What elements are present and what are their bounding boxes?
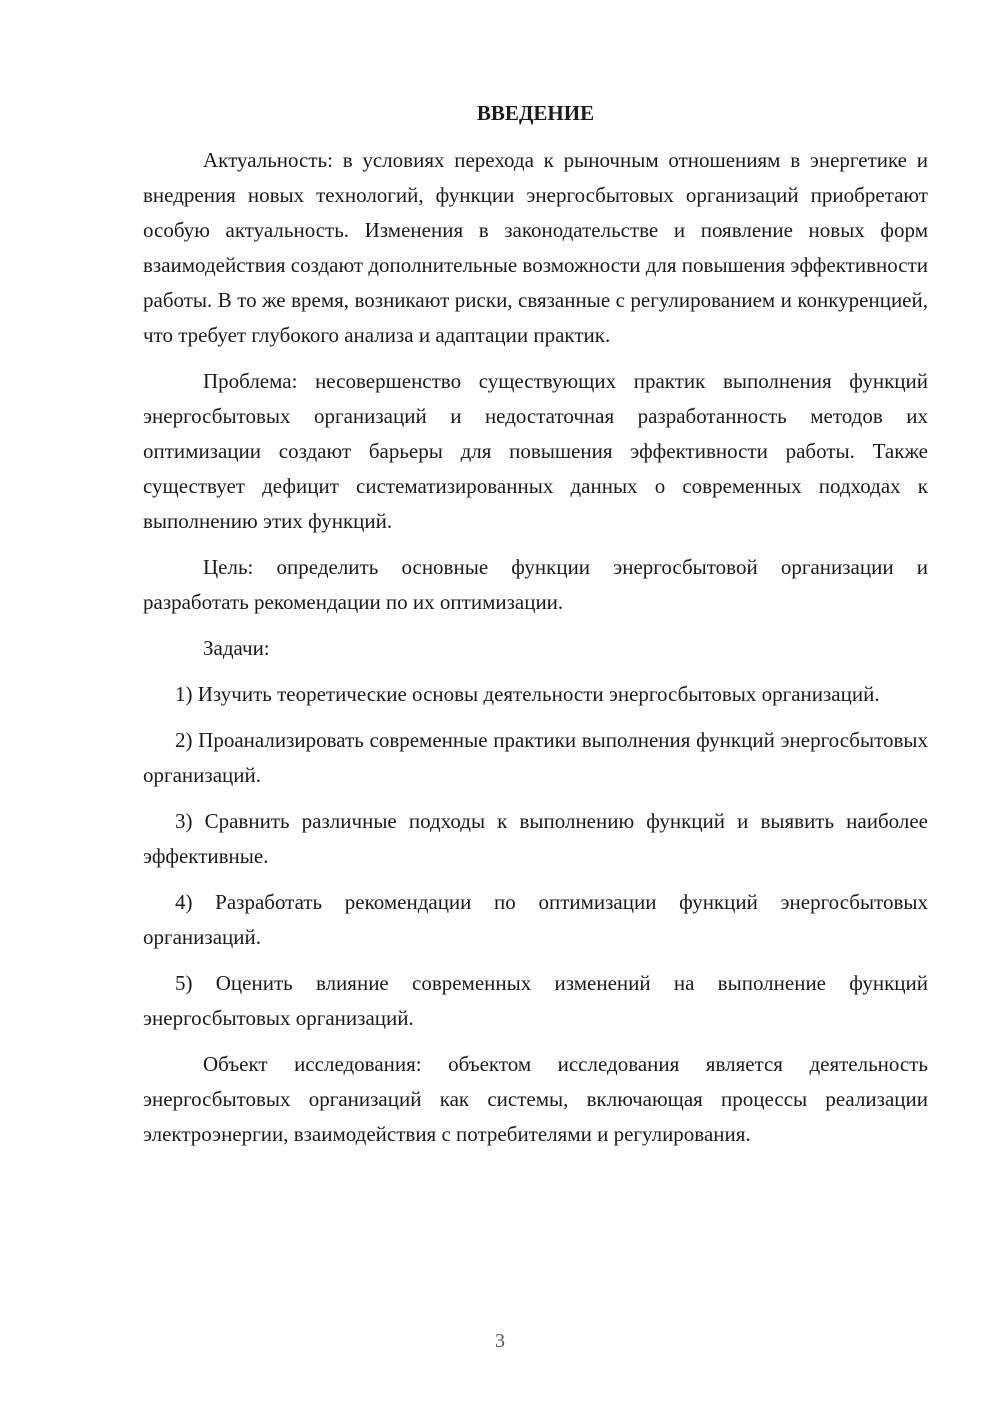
paragraph-problem: Проблема: несовершенство существующих практик выполнения функций энергосбытовых организаций и недостаточная разработанность методов их оптимизации создают барьеры для повышения эффективности работы. Также существует дефицит систематизированных данных о современных подходах к выполнению этих функций.: [143, 369, 928, 533]
paragraph-object: Объект исследования: объектом исследования является деятельность энергосбытовых организаций как системы, включающая процессы реализации электроэнергии, взаимодействия с потребителями и регулирования.: [143, 1052, 928, 1146]
task-item: 1) Изучить теоретические основы деятельности энергосбытовых организаций.: [175, 682, 880, 706]
task-item: 4) Разработать рекомендации по оптимизации функций энергосбытовых организаций.: [143, 890, 928, 949]
task-item: 2) Проанализировать современные практики выполнения функций энергосбытовых организаций.: [143, 728, 928, 787]
task-item: 3) Сравнить различные подходы к выполнению функций и выявить наиболее эффективные.: [143, 809, 928, 868]
tasks-list: [143, 677, 928, 1036]
paragraph-goal: Цель: определить основные функции энергосбытовой организации и разработать рекомендации по их оптимизации.: [143, 555, 928, 614]
paragraph-relevance: Актуальность: в условиях перехода к рыночным отношениям в энергетике и внедрения новых технологий, функции энергосбытовых организаций приобретают особую актуальность. Изменения в законодательстве и появление новых форм взаимодействия создают дополнительные возможности для повышения эффективности работы. В то же время, возникают риски, связанные с регулированием и конкуренцией, что требует глубокого анализа и адаптации практик.: [143, 148, 928, 347]
page-number: 3: [495, 1330, 505, 1352]
section-heading: ВВЕДЕНИЕ: [476, 101, 595, 125]
tasks-label: Задачи:: [203, 636, 270, 660]
task-item: 5) Оценить влияние современных изменений на выполнение функций энергосбытовых организаций.: [143, 971, 928, 1030]
